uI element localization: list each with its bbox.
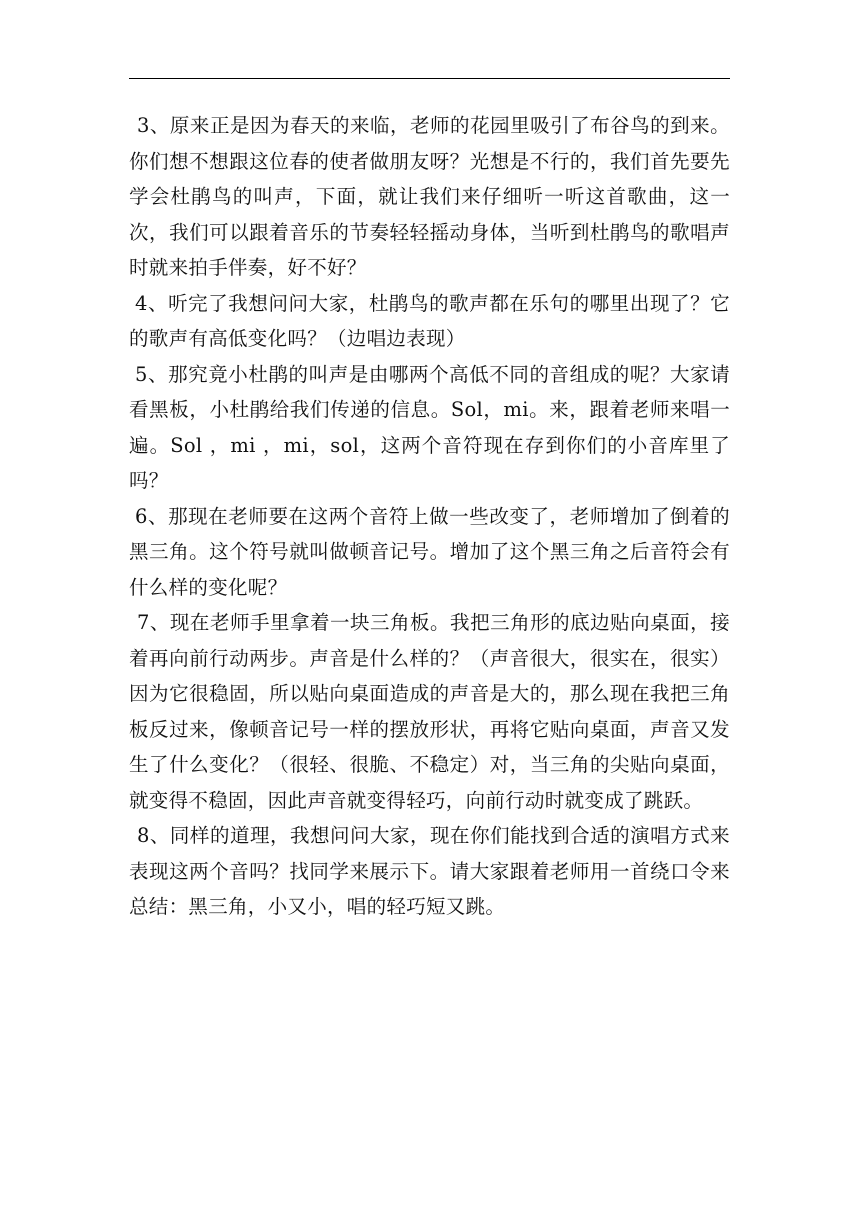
paragraph-step-5: 5、那究竟小杜鹃的叫声是由哪两个高低不同的音组成的呢？大家请看黑板，小杜鹃给我们传递的信息。Sol，mi。来，跟着老师来唱一遍。Sol ，mi ，mi，sol，这两个音符现在存到你们的小音库里了吗？ [129, 362, 730, 492]
paragraph-step-8: 8、同样的道理，我想问问大家，现在你们能找到合适的演唱方式来表现这两个音吗？找同学来展示下。请大家跟着老师用一首绕口令来总结：黑三角，小又小，唱的轻巧短又跳。 [129, 824, 730, 918]
document-body [129, 108, 730, 925]
paragraph-step-7: 7、现在老师手里拿着一块三角板。我把三角形的底边贴向桌面，接着再向前行动两步。声音是什么样的？（声音很大，很实在，很实）因为它很稳固，所以贴向桌面造成的声音是大的，那么现在我把三角板反过来，像顿音记号一样的摆放形状，再将它贴向桌面，声音又发生了什么变化？（很轻、很脆、不稳定）对，当三角的尖贴向桌面，就变得不稳固，因此声音就变得轻巧，向前行动时就变成了跳跃。 [129, 611, 730, 812]
header-rule [129, 78, 730, 79]
paragraph-step-3: 3、原来正是因为春天的来临，老师的花园里吸引了布谷鸟的到来。你们想不想跟这位春的使者做朋友呀？光想是不行的，我们首先要先学会杜鹃鸟的叫声，下面，就让我们来仔细听一听这首歌曲，这一次，我们可以跟着音乐的节奏轻轻摇动身体，当听到杜鹃鸟的歌唱声时就来拍手伴奏，好不好？ [129, 114, 730, 279]
paragraph-step-4: 4、听完了我想问问大家，杜鹃鸟的歌声都在乐句的哪里出现了？它的歌声有高低变化吗？（边唱边表现） [129, 291, 730, 350]
paragraph-step-6: 6、那现在老师要在这两个音符上做一些改变了，老师增加了倒着的黑三角。这个符号就叫做顿音记号。增加了这个黑三角之后音符会有什么样的变化呢？ [129, 504, 730, 599]
